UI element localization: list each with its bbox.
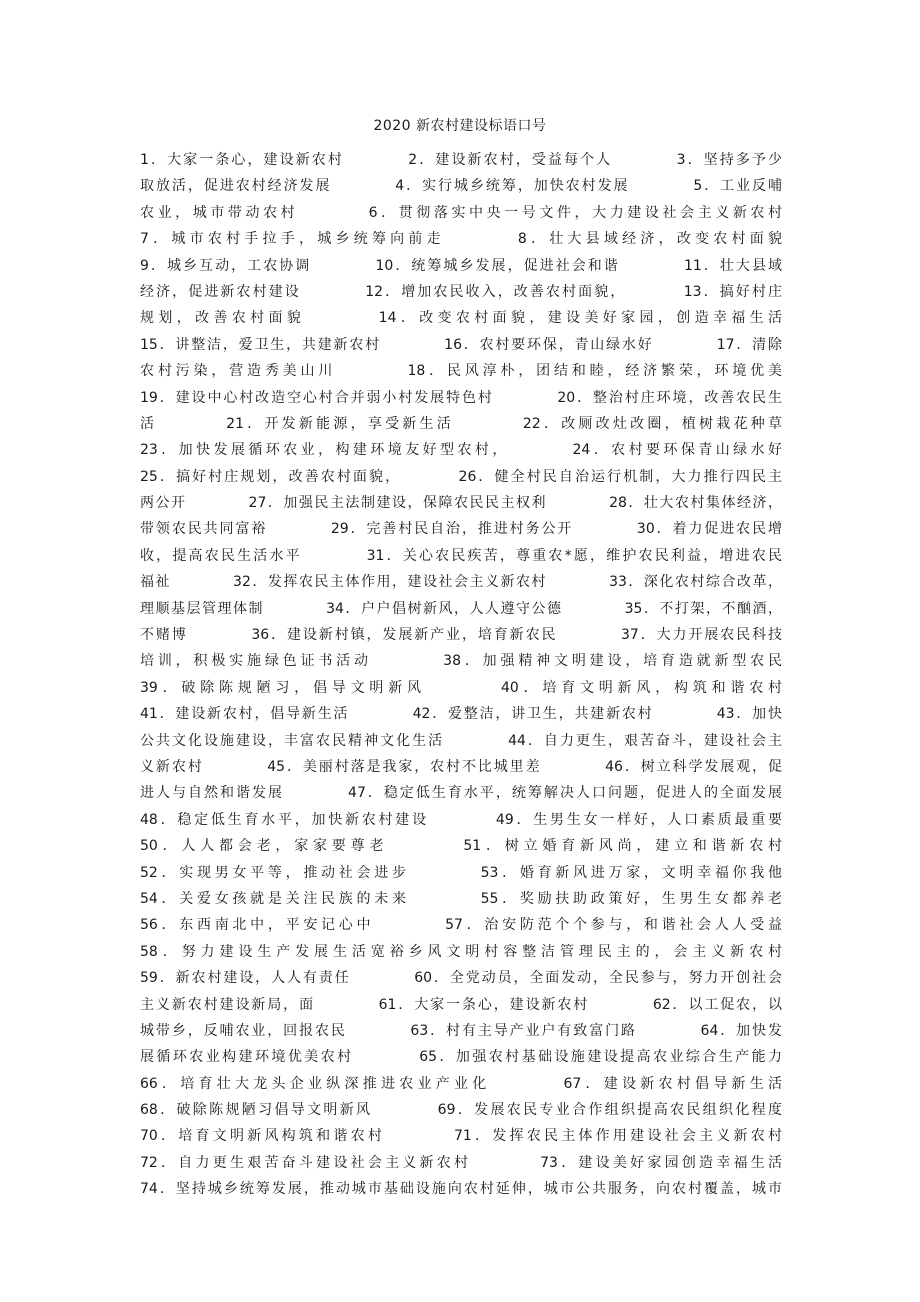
text-line: 理顺基层管理体制 34．户户倡树新风，人人遵守公德 35．不打架，不酗酒， xyxy=(140,600,782,617)
text-line: 41．建设新农村，倡导新生活 42．爱整洁，讲卫生，共建新农村 43．加快 xyxy=(140,706,782,723)
text-line: 54．关爱女孩就是关注民族的未来 55．奖励扶助政策好，生男生女都养老 xyxy=(140,890,782,907)
text-line: 取放活，促进农村经济发展 4．实行城乡统筹，加快农村发展 5．工业反哺 xyxy=(140,178,782,195)
text-line: 主义新农村建设新局，面 61．大家一条心，建设新农村 62．以工促农，以 xyxy=(140,996,782,1013)
text-line: 进人与自然和谐发展 47．稳定低生育水平，统筹解决人口问题，促进人的全面发展 xyxy=(140,785,782,802)
text-line: 70．培育文明新风构筑和谐农村 71．发挥农民主体作用建设社会主义新农村 xyxy=(140,1128,782,1145)
text-line: 9．城乡互动，工农协调 10．统筹城乡发展，促进社会和谐 11．壮大县域 xyxy=(140,257,782,274)
text-line: 规划，改善农村面貌 14．改变农村面貌，建设美好家园，创造幸福生活 xyxy=(140,310,782,327)
text-line: 两公开 27．加强民主法制建设，保障农民民主权利 28．壮大农村集体经济， xyxy=(140,495,782,512)
text-line: 不赌博 36．建设新村镇，发展新产业，培育新农民 37．大力开展农民科技 xyxy=(140,627,782,644)
text-line: 培训，积极实施绿色证书活动 38．加强精神文明建设，培育造就新型农民 xyxy=(140,653,782,670)
text-line: 66．培育壮大龙头企业纵深推进农业产业化 67．建设新农村倡导新生活 xyxy=(140,1075,782,1092)
text-line: 收，提高农民生活水平 31．关心农民疾苦，尊重农*愿，维护农民利益，增进农民 xyxy=(140,547,782,564)
document-title: 2020 新农村建设标语口号 xyxy=(373,118,547,134)
text-line: 23．加快发展循环农业，构建环境友好型农村， 24．农村要环保青山绿水好 xyxy=(140,442,782,459)
text-line: 68．破除陈规陋习倡导文明新风 69．发展农民专业合作组织提高农民组织化程度 xyxy=(140,1102,782,1119)
text-line: 74．坚持城乡统筹发展，推动城市基础设施向农村延伸，城市公共服务，向农村覆盖，城市 xyxy=(140,1181,782,1198)
text-line: 公共文化设施建设，丰富农民精神文化生活 44．自力更生，艰苦奋斗，建设社会主 xyxy=(140,732,782,749)
text-line: 活 21．开发新能源，享受新生活 22．改厕改灶改圈，植树栽花种草 xyxy=(140,415,782,432)
text-line: 58．努力建设生产发展生活宽裕乡风文明村容整洁管理民主的，会主义新农村 xyxy=(140,943,782,960)
text-line: 农业，城市带动农村 6．贯彻落实中央一号文件，大力建设社会主义新农村 xyxy=(140,204,782,221)
text-line: 15．讲整洁，爱卫生，共建新农村 16．农村要环保，青山绿水好 17．清除 xyxy=(140,336,782,353)
text-line: 52．实现男女平等，推动社会进步 53．婚育新风进万家，文明幸福你我他 xyxy=(140,864,782,881)
text-line: 带领农民共同富裕 29．完善村民自治，推进村务公开 30．着力促进农民增 xyxy=(140,521,782,538)
text-line: 义新农村 45．美丽村落是我家，农村不比城里差 46．树立科学发展观，促 xyxy=(140,758,782,775)
text-line: 72．自力更生艰苦奋斗建设社会主义新农村 73．建设美好家园创造幸福生活 xyxy=(140,1154,782,1171)
text-line: 59．新农村建设，人人有责任 60．全党动员，全面发动，全民参与，努力开创社会 xyxy=(140,970,782,987)
text-line: 城带乡，反哺农业，回报农民 63．村有主导产业户有致富门路 64．加快发 xyxy=(140,1022,782,1039)
text-line: 展循环农业构建环境优美农村 65．加强农村基础设施建设提高农业综合生产能力 xyxy=(140,1049,782,1066)
text-line: 福祉 32．发挥农民主体作用，建设社会主义新农村 33．深化农村综合改革， xyxy=(140,574,782,591)
document-body xyxy=(140,147,782,1203)
text-line: 农村污染，营造秀美山川 18．民风淳朴，团结和睦，经济繁荣，环境优美 xyxy=(140,363,782,380)
text-line: 25．搞好村庄规划，改善农村面貌， 26．健全村民自治运行机制，大力推行四民主 xyxy=(140,468,782,485)
text-line: 7．城市农村手拉手，城乡统筹向前走 8．壮大县域经济，改变农村面貌 xyxy=(140,231,782,248)
text-line: 19．建设中心村改造空心村合并弱小村发展特色村 20．整治村庄环境，改善农民生 xyxy=(140,389,782,406)
text-line: 50．人人都会老，家家要尊老 51．树立婚育新风尚，建立和谐新农村 xyxy=(140,838,782,855)
text-line: 48．稳定低生育水平，加快新农村建设 49．生男生女一样好，人口素质最重要 xyxy=(140,811,782,828)
text-line: 56．东西南北中，平安记心中 57．治安防范个个参与，和谐社会人人受益 xyxy=(140,917,782,934)
text-line: 39．破除陈规陋习，倡导文明新风 40．培育文明新风，构筑和谐农村 xyxy=(140,679,782,696)
text-line: 1．大家一条心，建设新农村 2．建设新农村，受益每个人 3．坚持多予少 xyxy=(140,152,782,168)
text-line: 经济，促进新农村建设 12．增加农民收入，改善农村面貌， 13．搞好村庄 xyxy=(140,283,782,300)
